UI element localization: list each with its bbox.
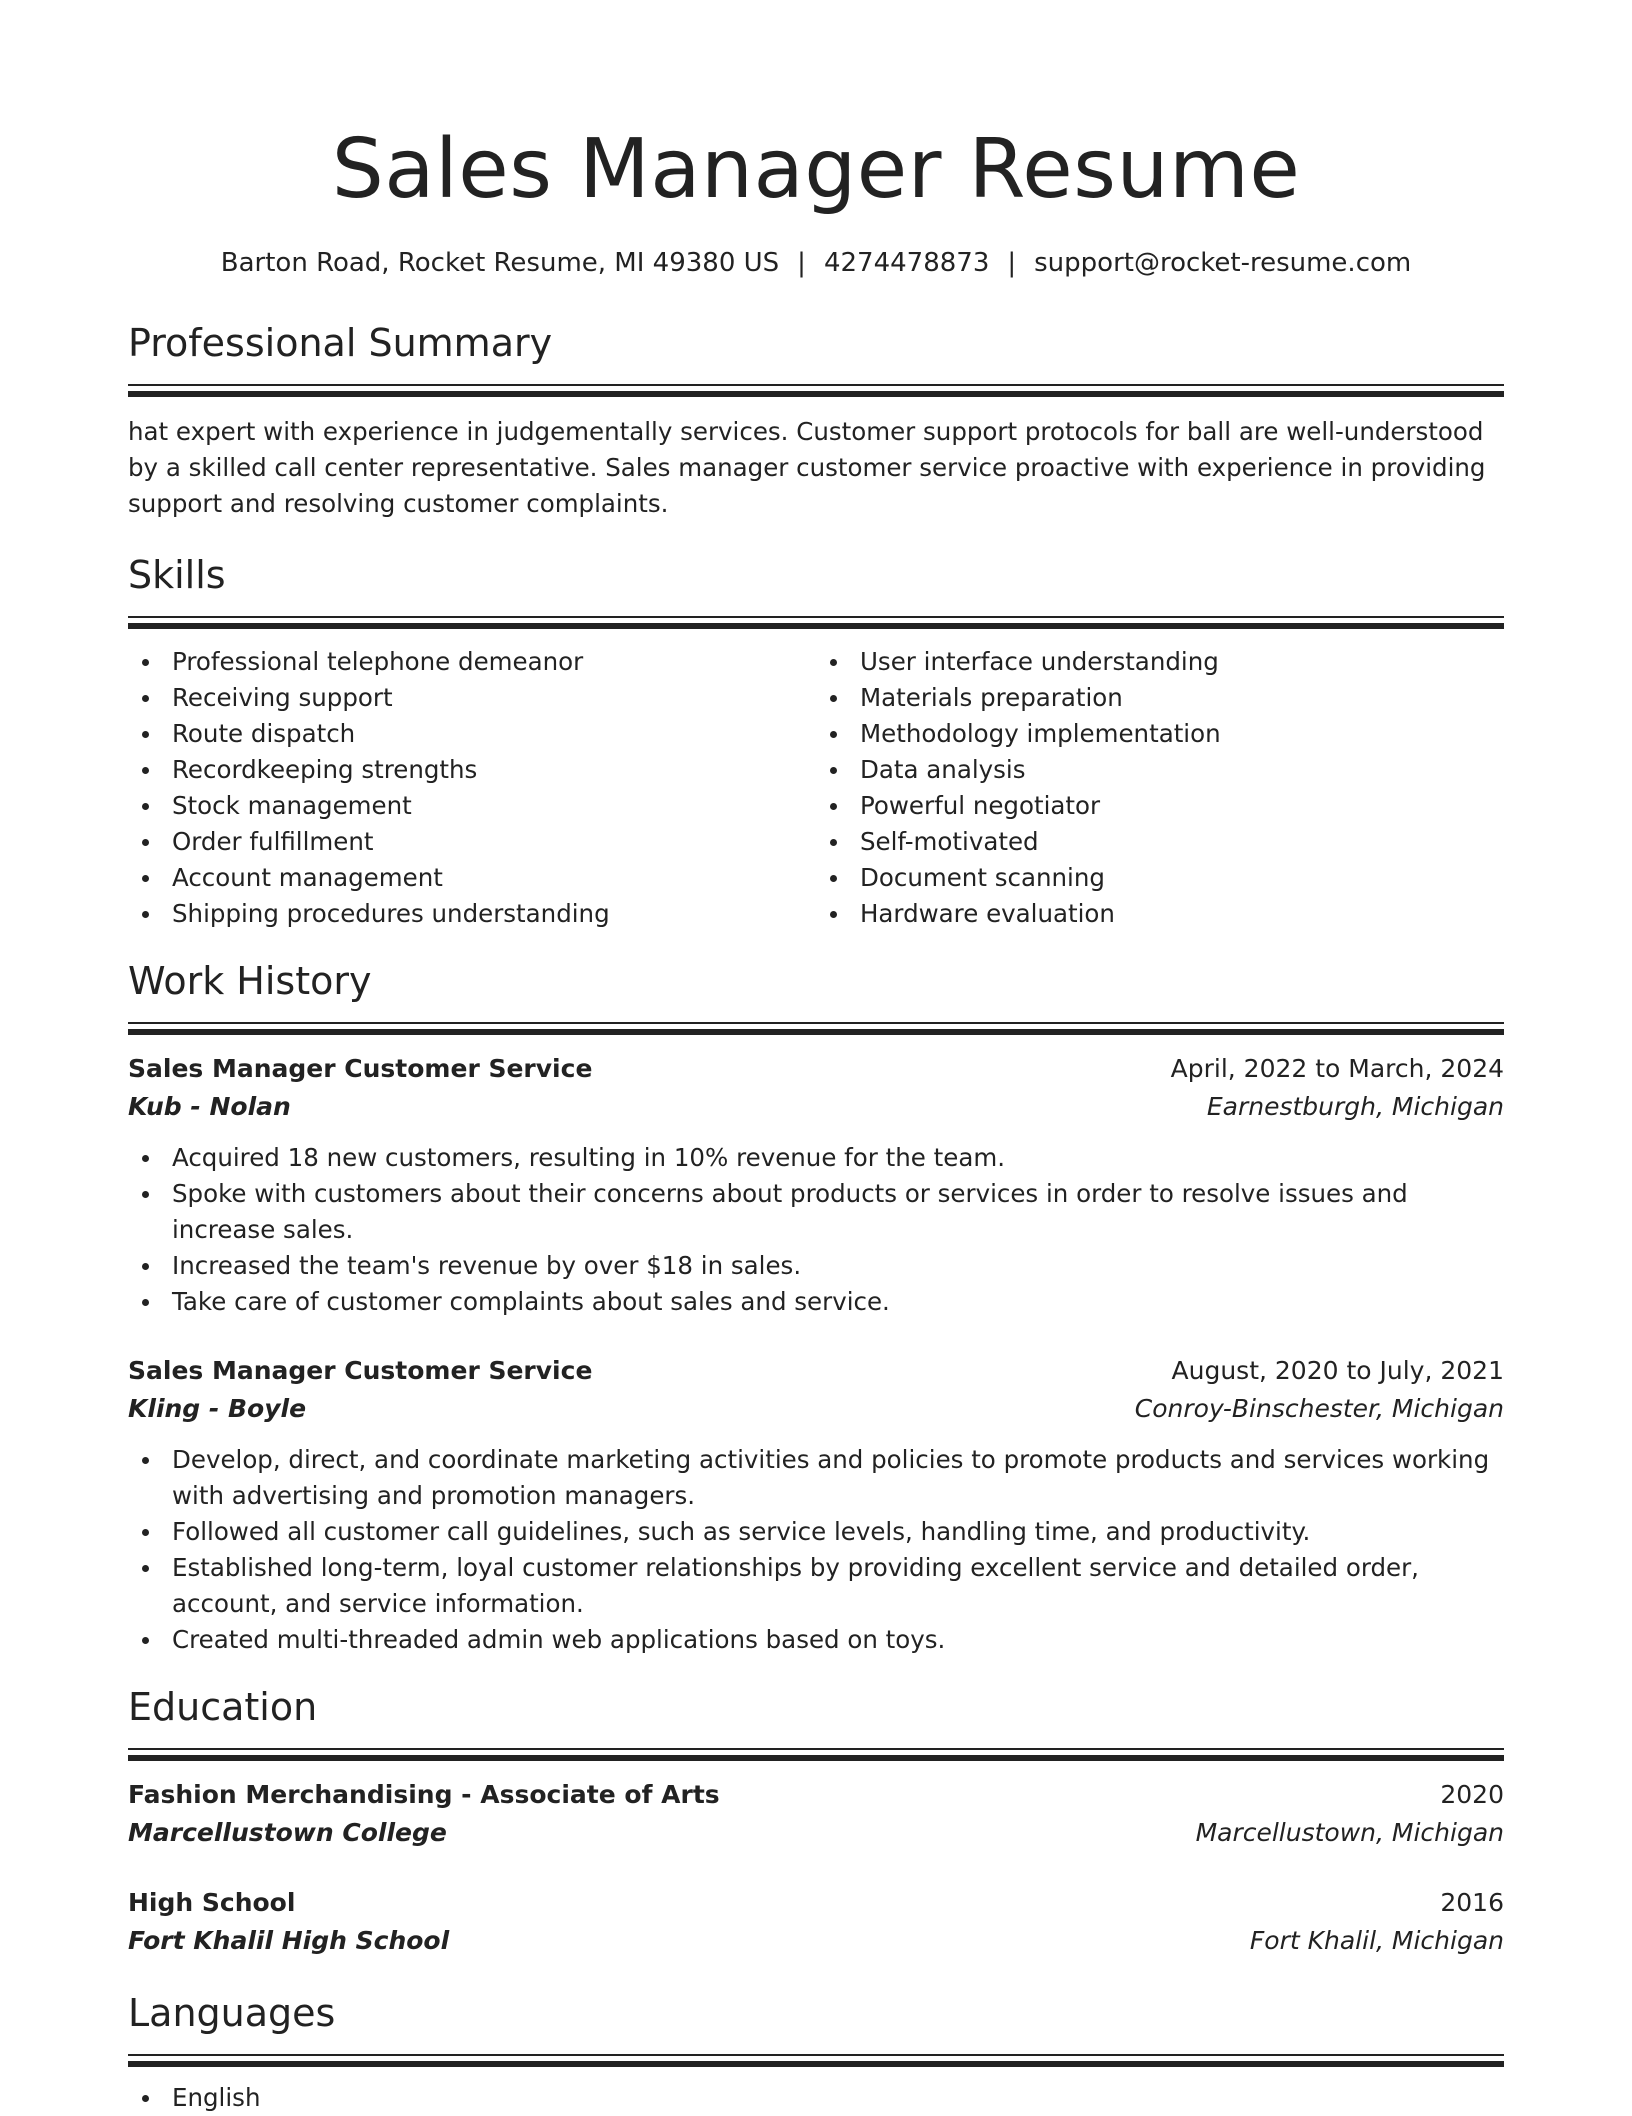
skill-item: Powerful negotiator <box>816 788 1504 824</box>
education-header-row <box>128 1884 1504 1922</box>
job-bullet: Spoke with customers about their concerns about products or services in order to resolve issues and increase sales. <box>128 1176 1504 1248</box>
job-bullet: Increased the team's revenue by over $18 in sales. <box>128 1248 1504 1284</box>
job-bullets <box>128 1140 1504 1320</box>
work-history-heading: Work History <box>128 959 372 1003</box>
contact-separator: | <box>797 248 806 278</box>
education-school-row <box>128 1814 1504 1852</box>
contact-separator: | <box>1007 248 1017 278</box>
job-bullet: Established long-term, loyal customer relationships by providing excellent service and detailed order, account, and service information. <box>128 1550 1504 1622</box>
skills-section <box>128 550 1504 932</box>
skills-heading: Skills <box>128 553 226 597</box>
contact-address: Barton Road, Rocket Resume, MI 49380 US <box>220 248 780 278</box>
job-entry <box>128 1050 1504 1320</box>
contact-line <box>128 246 1504 280</box>
section-divider <box>128 616 1504 630</box>
contact-email: support@rocket-resume.com <box>1034 248 1412 278</box>
skill-item: Recordkeeping strengths <box>128 752 816 788</box>
skill-item: Route dispatch <box>128 716 816 752</box>
summary-text: hat expert with experience in judgementally services. Customer support protocols for ball are well-understood by a skilled call center representative. Sales manager customer service proactive with experience in providing support and resolving customer complaints. <box>128 417 1486 518</box>
skill-item: Stock management <box>128 788 816 824</box>
skill-item: Professional telephone demeanor <box>128 644 816 680</box>
job-company: Kling - Boyle <box>128 1394 307 1423</box>
job-bullets <box>128 1442 1504 1658</box>
education-degree: Fashion Merchandising - Associate of Arts <box>128 1780 720 1809</box>
education-school-row <box>128 1922 1504 1960</box>
education-section <box>128 1682 1504 1960</box>
education-location: Marcellustown, Michigan <box>1195 1818 1504 1847</box>
section-divider <box>128 2054 1504 2068</box>
job-title: Sales Manager Customer Service <box>128 1356 593 1385</box>
skill-item: Self-motivated <box>816 824 1504 860</box>
skills-column-left <box>128 644 816 932</box>
skill-item: Account management <box>128 860 816 896</box>
section-divider <box>128 1022 1504 1036</box>
skill-item: Hardware evaluation <box>816 896 1504 932</box>
job-bullet: Develop, direct, and coordinate marketing activities and policies to promote products and services working with advertising and promotion managers. <box>128 1442 1504 1514</box>
skill-item: Methodology implementation <box>816 716 1504 752</box>
job-bullet: Created multi-threaded admin web applications based on toys. <box>128 1622 1504 1658</box>
education-school: Marcellustown College <box>128 1818 447 1847</box>
section-divider <box>128 384 1504 398</box>
languages-heading: Languages <box>128 1991 336 2035</box>
education-year: 2020 <box>1440 1780 1504 1809</box>
job-title: Sales Manager Customer Service <box>128 1054 593 1083</box>
skill-item: Document scanning <box>816 860 1504 896</box>
language-item: English <box>128 2080 1504 2116</box>
job-bullet: Acquired 18 new customers, resulting in 10% revenue for the team. <box>128 1140 1504 1176</box>
skill-item: User interface understanding <box>816 644 1504 680</box>
skill-item: Shipping procedures understanding <box>128 896 816 932</box>
job-location: Earnestburgh, Michigan <box>1206 1092 1504 1121</box>
skill-item: Data analysis <box>816 752 1504 788</box>
job-bullet: Take care of customer complaints about sales and service. <box>128 1284 1504 1320</box>
section-divider <box>128 1748 1504 1762</box>
job-bullet: Followed all customer call guidelines, such as service levels, handling time, and productivity. <box>128 1514 1504 1550</box>
skill-item: Order fulfillment <box>128 824 816 860</box>
skills-column-right <box>816 644 1504 932</box>
education-header-row <box>128 1776 1504 1814</box>
summary-section <box>128 318 1504 522</box>
education-year: 2016 <box>1440 1888 1504 1917</box>
job-company-row <box>128 1390 1504 1428</box>
job-dates: August, 2020 to July, 2021 <box>1171 1356 1504 1385</box>
job-entry <box>128 1352 1504 1658</box>
languages-list <box>128 2080 1504 2116</box>
job-company-row <box>128 1088 1504 1126</box>
languages-section <box>128 1988 1504 2116</box>
contact-phone: 4274478873 <box>823 248 990 278</box>
job-dates: April, 2022 to March, 2024 <box>1170 1054 1504 1083</box>
resume-title: Sales Manager Resume <box>331 122 1301 217</box>
job-company: Kub - Nolan <box>128 1092 291 1121</box>
education-entry <box>128 1776 1504 1852</box>
work-history-section <box>128 956 1504 1658</box>
skills-grid <box>128 644 1504 932</box>
skill-item: Materials preparation <box>816 680 1504 716</box>
skill-item: Receiving support <box>128 680 816 716</box>
education-heading: Education <box>128 1685 318 1729</box>
job-header-row <box>128 1050 1504 1088</box>
education-degree: High School <box>128 1888 296 1917</box>
education-location: Fort Khalil, Michigan <box>1249 1926 1504 1955</box>
job-location: Conroy-Binschester, Michigan <box>1134 1394 1504 1423</box>
education-entry <box>128 1884 1504 1960</box>
summary-heading: Professional Summary <box>128 321 553 365</box>
job-header-row <box>128 1352 1504 1390</box>
education-school: Fort Khalil High School <box>128 1926 450 1955</box>
